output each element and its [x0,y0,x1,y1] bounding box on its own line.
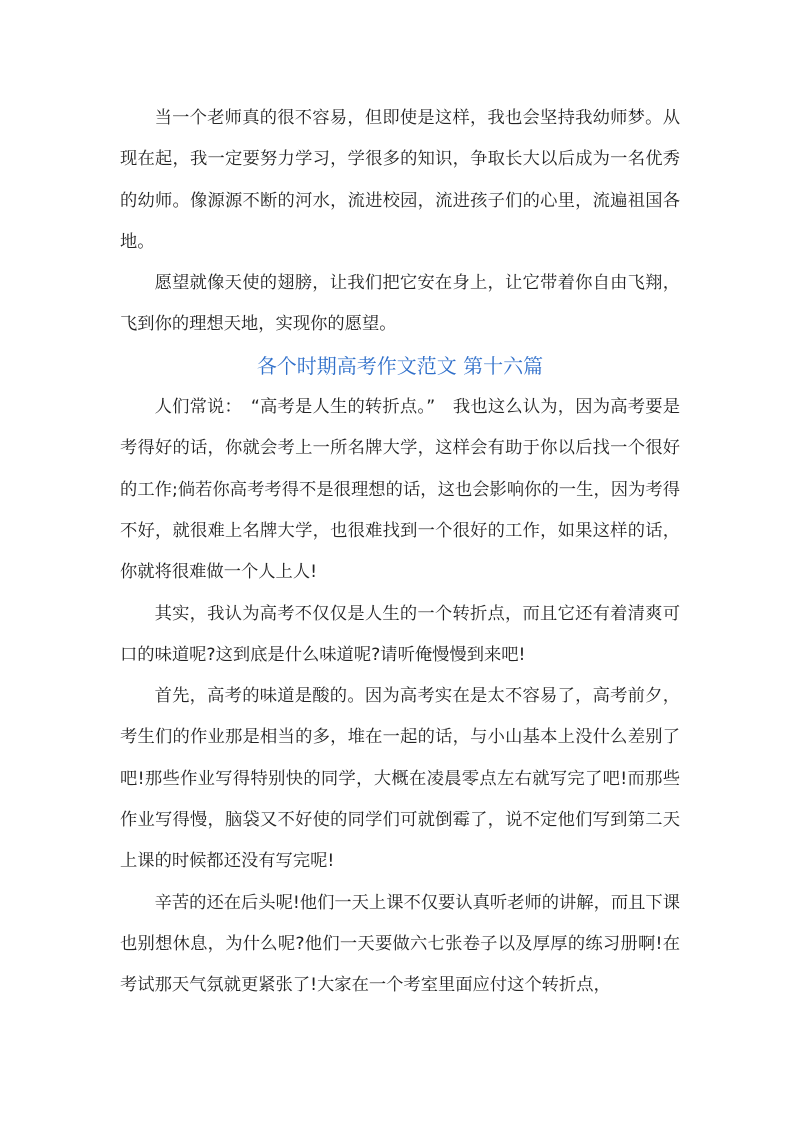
paragraph-taste-intro: 其实，我认为高考不仅仅是人生的一个转折点，而且它还有着清爽可口的味道呢?这到底是什么味道呢?请听俺慢慢到来吧! [120,603,680,665]
section-heading: 各个时期高考作文范文 第十六篇 [256,353,544,378]
paragraph-dream: 当一个老师真的很不容易，但即使是这样，我也会坚持我幼师梦。从现在起，我一定要努力学习，学很多的知识，争取长大以后成为一名优秀的幼师。像源源不断的河水，流进校园，流进孩子们的心里，流遍祖国各地。 [120,108,680,252]
document-body [120,98,680,1007]
paragraph-turning-point: 人们常说： “高考是人生的转折点。” 我也这么认为，因为高考要是考得好的话，你就会考上一所名牌大学，这样会有助于你以后找一个很好的工作;倘若你高考考得不是很理想的话，这也会影响你的一生，因为考得不好，就很难上名牌大学，也很难找到一个很好的工作，如果这样的话，你就将很难做一个人上人! [120,397,680,583]
paragraph-sour-taste: 首先，高考的味道是酸的。因为高考实在是太不容易了，高考前夕，考生们的作业那是相当的多，堆在一起的话，与小山基本上没什么差别了吧!那些作业写得特别快的同学，大概在凌晨零点左右就写完了吧!而那些作业写得慢，脑袋又不好使的同学们可就倒霉了，说不定他们写到第二天上课的时候都还没有写完呢! [120,686,680,872]
paragraph-wish: 愿望就像天使的翅膀，让我们把它安在身上，让它带着你自由飞翔，飞到你的理想天地，实现你的愿望。 [120,273,680,335]
paragraph-hardship: 辛苦的还在后头呢!他们一天上课不仅要认真听老师的讲解，而且下课也别想休息，为什么呢?他们一天要做六七张卷子以及厚厚的练习册啊!在考试那天气氛就更紧张了!大家在一个考室里面应付这个转折点， [120,892,680,996]
